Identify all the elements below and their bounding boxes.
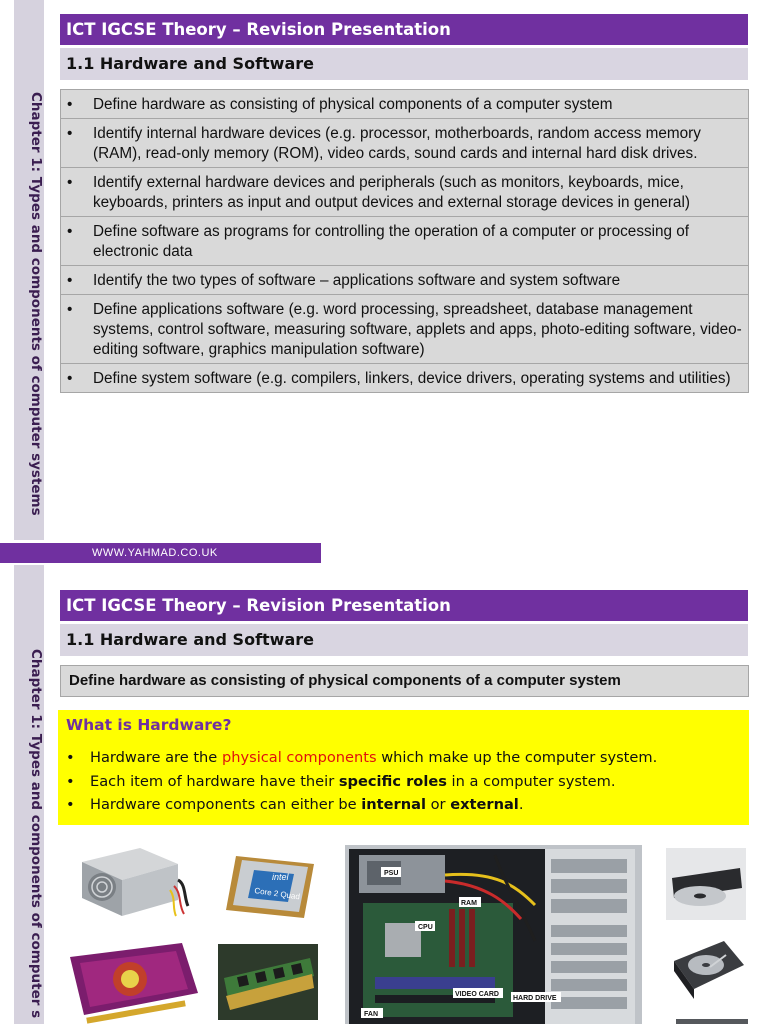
objective-text: Identify internal hardware devices (e.g. processor, motherboards, random access memory (RAM), read-only memory (ROM), video cards, sound cards and internal hard disk drives. — [93, 125, 701, 162]
point-text: Hardware are the physical components which make up the computer system. — [90, 749, 658, 766]
slide-2 — [0, 565, 768, 1024]
psu-label: PSU — [384, 870, 399, 877]
bullet-icon: • — [66, 796, 75, 813]
objective-text: Define applications software (e.g. word processing, spreadsheet, database management systems, control software, measuring software, applets and apps, photo-editing software, video-editing software, graphics manipulation software) — [93, 301, 742, 358]
hard-drive-label: HARD DRIVE — [513, 995, 557, 1002]
objective-row — [61, 265, 748, 294]
bullet-icon: • — [67, 370, 73, 387]
power-supply-image — [78, 840, 190, 918]
bullet-icon: • — [66, 749, 75, 766]
objective-row — [61, 294, 748, 363]
bullet-icon: • — [67, 301, 73, 318]
objective-text: Define software as programs for controlling the operation of a computer or processing of electronic data — [93, 223, 690, 260]
bullet-icon: • — [66, 772, 75, 790]
objective-row — [61, 118, 748, 167]
bullet-icon: • — [67, 272, 73, 289]
optical-drive-image — [666, 848, 746, 920]
list-item — [66, 746, 741, 770]
point-text: Each item of hardware have their specific roles in a computer system. — [90, 772, 616, 790]
emphasis-text: physical components — [221, 749, 377, 766]
ram-image — [218, 944, 318, 1020]
objective-text: Identify the two types of software – applications software and system software — [93, 272, 621, 289]
objective-row — [61, 90, 748, 118]
objective-row — [61, 216, 748, 265]
chapter-side-label: Chapter 1: Types and components of computer s — [28, 648, 44, 1019]
cpu-model: Core 2 Quad — [253, 886, 301, 902]
chapter-side-label: Chapter 1: Types and components of computer systems — [28, 92, 44, 516]
fan-label: FAN — [364, 1011, 378, 1018]
ram-label: RAM — [461, 900, 477, 907]
objective-text: Define hardware as consisting of physical components of a computer system — [93, 96, 613, 113]
slide-subtitle: 1.1 Hardware and Software — [60, 48, 748, 80]
objective-text: Define system software (e.g. compilers, linkers, device drivers, operating systems and utilities) — [93, 370, 731, 387]
point-text: Hardware components can either be internal or external. — [90, 796, 524, 813]
what-is-hardware-heading: What is Hardware? — [66, 716, 232, 734]
bullet-icon: • — [67, 223, 73, 240]
slide-title: ICT IGCSE Theory – Revision Presentation — [60, 590, 748, 621]
website-link[interactable]: WWW.YAHMAD.CO.UK — [0, 543, 321, 563]
graphics-card-image — [66, 937, 200, 1024]
objective-row — [61, 363, 748, 392]
video-card-label: VIDEO CARD — [455, 991, 499, 998]
list-item — [66, 793, 741, 817]
list-item — [66, 770, 741, 794]
slide-subtitle: 1.1 Hardware and Software — [60, 624, 748, 656]
bullet-icon: • — [67, 125, 73, 142]
computer-case-image — [345, 845, 642, 1024]
emphasis-text: internal — [361, 796, 426, 813]
objective-row — [61, 167, 748, 216]
cpu-brand: intel — [272, 872, 289, 882]
bullet-icon: • — [67, 174, 73, 191]
objective-text: Identify external hardware devices and peripherals (such as monitors, keyboards, mice, keyboards, printers as input and output devices and external storage devices in general) — [93, 174, 690, 211]
peripheral-image — [676, 1017, 748, 1024]
processor-image — [224, 850, 316, 920]
slide-title: ICT IGCSE Theory – Revision Presentation — [60, 14, 748, 45]
emphasis-text: specific roles — [338, 772, 447, 790]
objectives-table — [60, 89, 749, 393]
hard-drive-image — [664, 935, 748, 1005]
hardware-points-list — [66, 746, 741, 817]
what-is-hardware-box — [58, 710, 749, 825]
bullet-icon: • — [67, 96, 73, 113]
definition-box: Define hardware as consisting of physical components of a computer system — [60, 665, 749, 697]
cpu-label: CPU — [418, 924, 433, 931]
emphasis-text: external — [450, 796, 519, 813]
